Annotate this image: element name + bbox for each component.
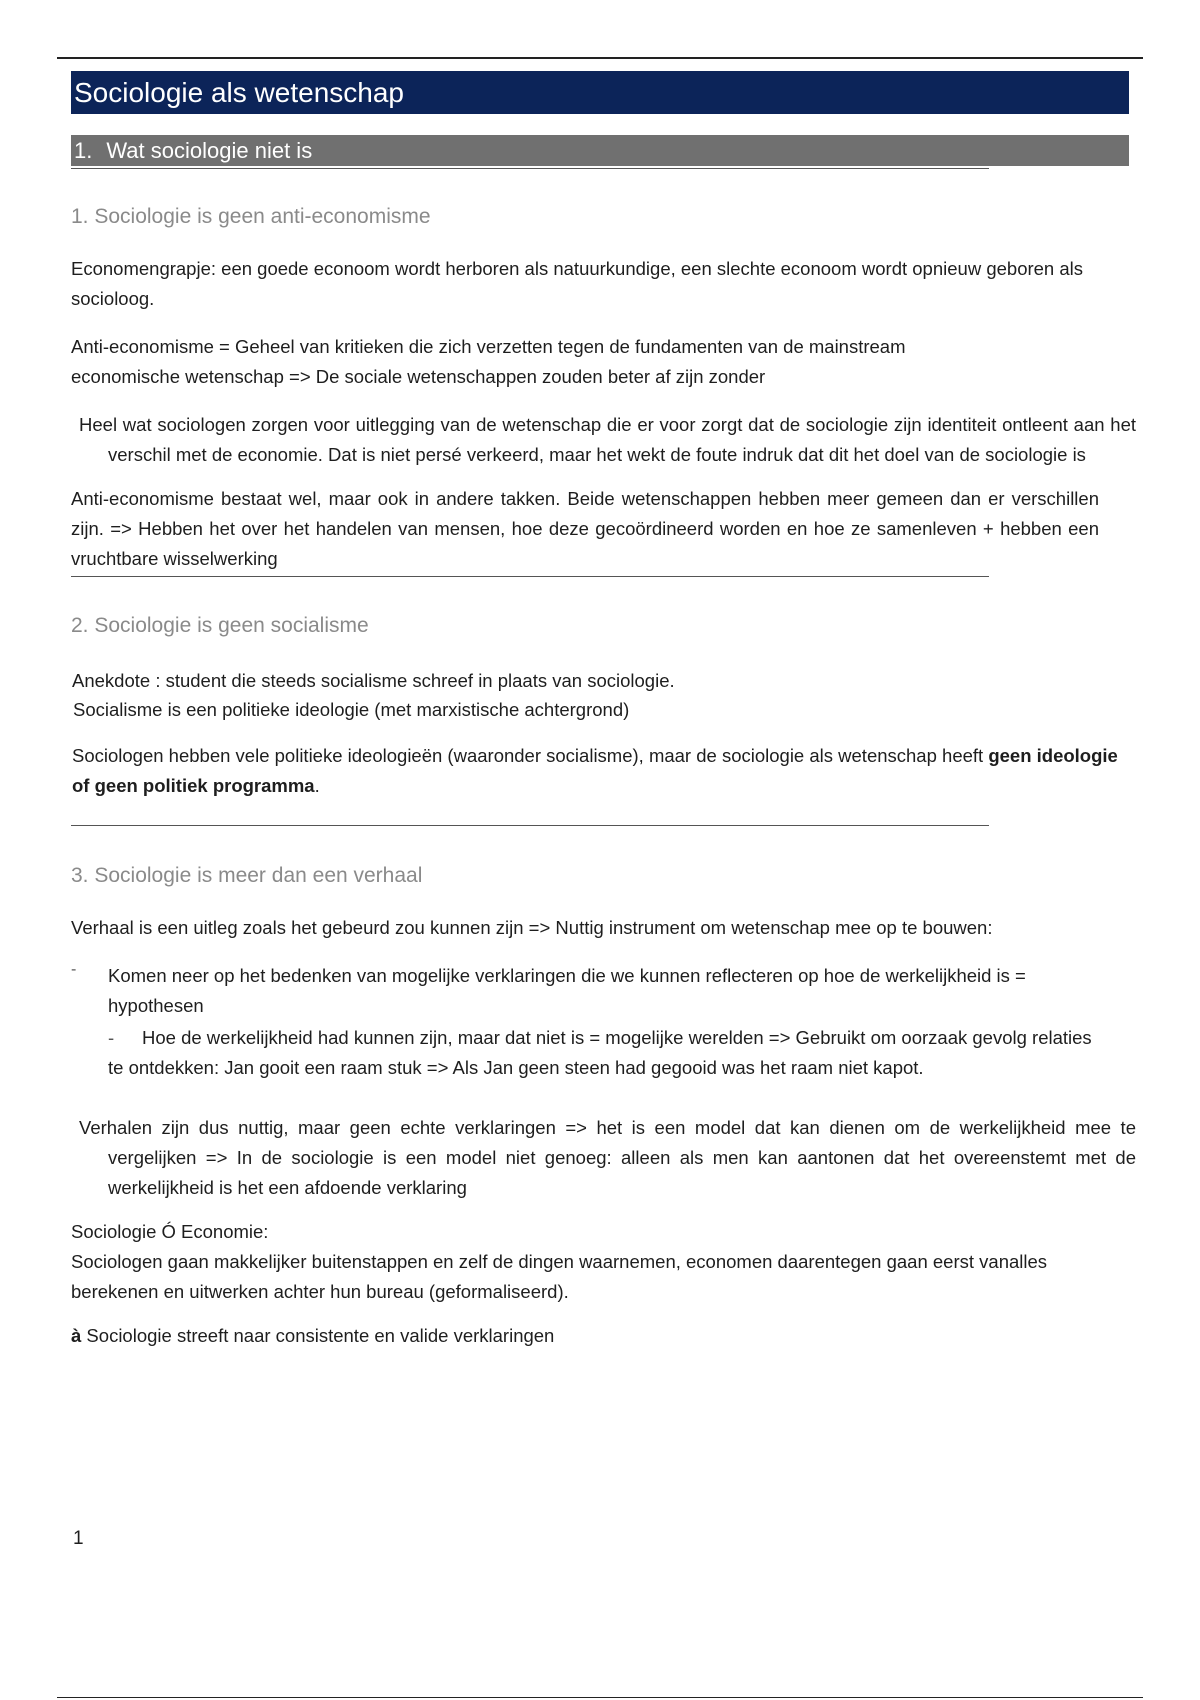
section2-ideology-end: . [314,775,320,796]
chapter-title: Wat sociologie niet is [106,138,313,163]
section-divider [71,825,989,826]
section1-paragraph-common-ground: Anti-economisme bestaat wel, maar ook in andere takken. Beide wetenschappen hebben meer gemeen dan er verschillen zijn. => Hebben het over het handelen van mensen, hoe deze gecoördineerd worden en hoe ze samenleven + hebben een vruchtbare wisselwerking [71,488,1099,569]
list-bullet-dash: - [71,961,77,978]
section3-compare-text: Sociologen gaan makkelijker buitenstappen en zelf de dingen waarnemen, economen daarentegen gaan eerst vanalles berekenen en uitwerken achter hun bureau (geformaliseerd). [71,1251,1048,1302]
section3-conclusion-text: Sociologie streeft naar consistente en valide verklaringen [81,1325,555,1346]
section2-ideology-bold: geen ideologie of geen politiek programma [72,745,1118,796]
chapter-heading [71,135,1129,166]
section2-anecdote: Anekdote : student die steeds socialisme schreef in plaats van sociologie. [72,670,675,691]
arrow-icon: à [71,1325,82,1346]
page-top-rule [57,57,1143,59]
section1-paragraph-identity: Heel wat sociologen zorgen voor uitlegging van de wetenschap die er voor zorgt dat de sociologie zijn identiteit ontleent aan het verschil met de economie. Dat is niet persé verkeerd, maar het wekt de foute indruk dat dit het doel van de sociologie is [79,414,1136,465]
sub-list-bullet-dash: - [108,1027,115,1048]
section1-paragraph-joke: Economengrapje: een goede econoom wordt herboren als natuurkundige, een slechte econoom wordt opnieuw geboren als socioloog. [71,258,1084,309]
page-bottom-rule [57,1697,1143,1698]
section3-compare-label: Sociologie Ó Economie: [71,1221,269,1242]
section2-paragraph-ideology [71,741,1130,801]
section3-conclusion [71,1321,1129,1351]
section3-intro: Verhaal is een uitleg zoals het gebeurd zou kunnen zijn => Nuttig instrument om wetenschap mee op te bouwen: [71,917,993,938]
section-divider [71,168,989,169]
section2-ideology-text: Sociologen hebben vele politieke ideologieën (waaronder socialisme), maar de sociologie als wetenschap heeft [72,745,989,766]
sub-list-item [71,1023,1099,1083]
section3-paragraph-stories: Verhalen zijn dus nuttig, maar geen echte verklaringen => het is een model dat kan dienen om de werkelijkheid mee te vergelijken => In de sociologie is een model niet genoeg: alleen als men kan aantonen dat het overeenstemt met de werkelijkheid is het een afdoende verklaring [79,1117,1136,1198]
document-body [71,71,1136,1351]
list-item [71,961,1129,1021]
section-divider [71,576,989,577]
page-number: 1 [73,1528,84,1549]
document-title: Sociologie als wetenschap [71,71,1129,114]
section3-heading: 3. Sociologie is meer dan een verhaal [71,864,423,887]
sub-list-item-possible-worlds: Hoe de werkelijkheid had kunnen zijn, maar dat niet is = mogelijke werelden => Gebruikt om oorzaak gevolg relaties te ontdekken: Jan gooit een raam stuk => Als Jan geen steen had gegooid was het raam niet kapot. [108,1027,1092,1078]
section2-heading: 2. Sociologie is geen socialisme [71,614,369,637]
list-item-hypotheses: Komen neer op het bedenken van mogelijke verklaringen die we kunnen reflecteren op hoe de werkelijkheid is = hypothesen [108,965,1026,1016]
section2-socialism-definition: Socialisme is een politieke ideologie (met marxistische achtergrond) [73,699,630,720]
section1-paragraph-definition: Anti-economisme = Geheel van kritieken die zich verzetten tegen de fundamenten van de mainstream economische wetenschap => De sociale wetenschappen zouden beter af zijn zonder [71,336,906,387]
section1-heading: 1. Sociologie is geen anti-economisme [71,205,431,228]
chapter-number: 1. [74,138,93,163]
